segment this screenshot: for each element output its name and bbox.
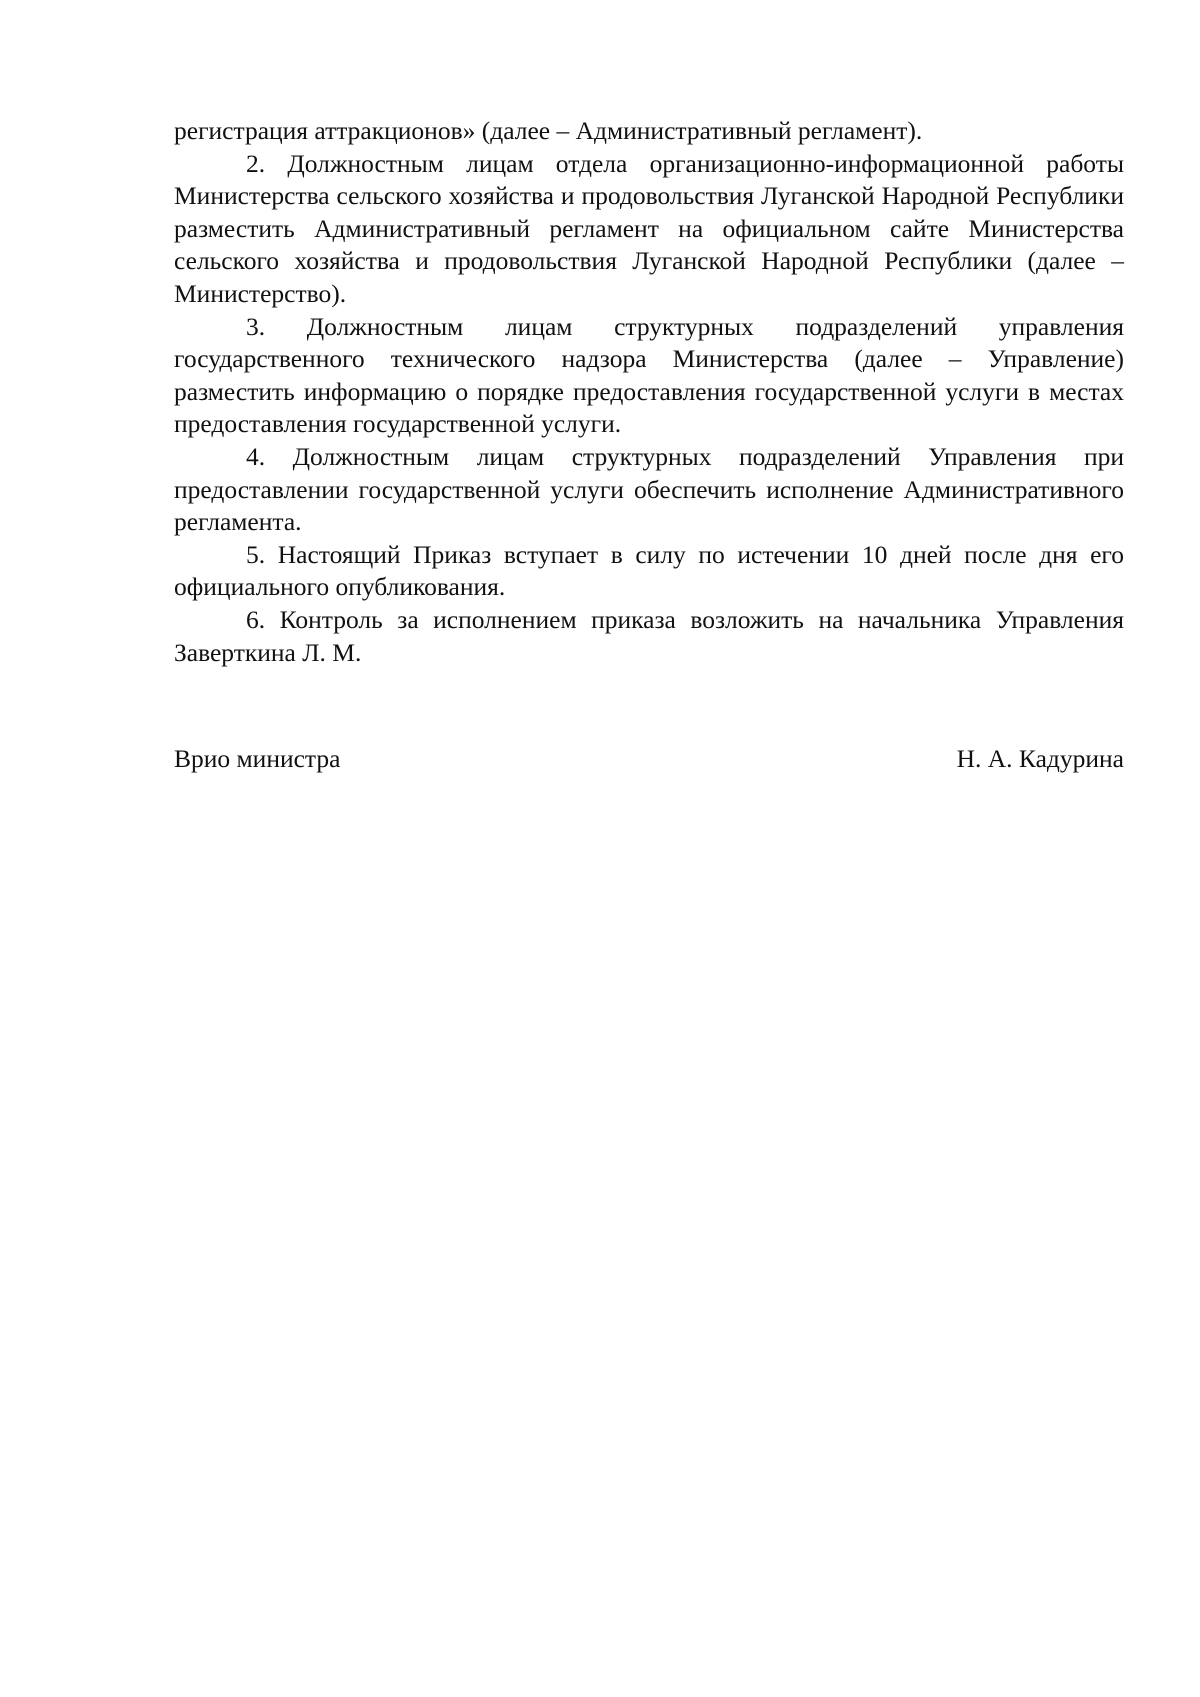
paragraph-item-2: 2. Должностным лицам отдела организационно-информационной работы Министерства сельского хозяйства и продовольствия Луганской Народной Республики разместить Административный регламент на официальном сайте Министерства сельского хозяйства и продовольствия Луганской Народной Республики (далее – Министерство). (174, 148, 1124, 308)
paragraph-item-4: 4. Должностным лицам структурных подразделений Управления при предоставлении государственной услуги обеспечить исполнение Административного регламента. (174, 441, 1124, 537)
paragraph-item-6: 6. Контроль за исполнением приказа возложить на начальника Управления Заверткина Л. М. (174, 604, 1124, 667)
signature-block (174, 743, 1124, 776)
paragraph-continuation: регистрация аттракционов» (далее – Административный регламент). (174, 116, 923, 145)
paragraph-item-5: 5. Настоящий Приказ вступает в силу по истечении 10 дней после дня его официального опубликования. (174, 539, 1124, 602)
document-body (174, 115, 1124, 669)
signatory-position: Врио министра (174, 744, 341, 773)
paragraph-item-3: 3. Должностным лицам структурных подразделений управления государственного технического надзора Министерства (далее – Управление) разместить информацию о порядке предоставления государственной услуги в местах предоставления государственной услуги. (174, 311, 1124, 439)
signatory-name: Н. А. Кадурина (956, 744, 1124, 773)
